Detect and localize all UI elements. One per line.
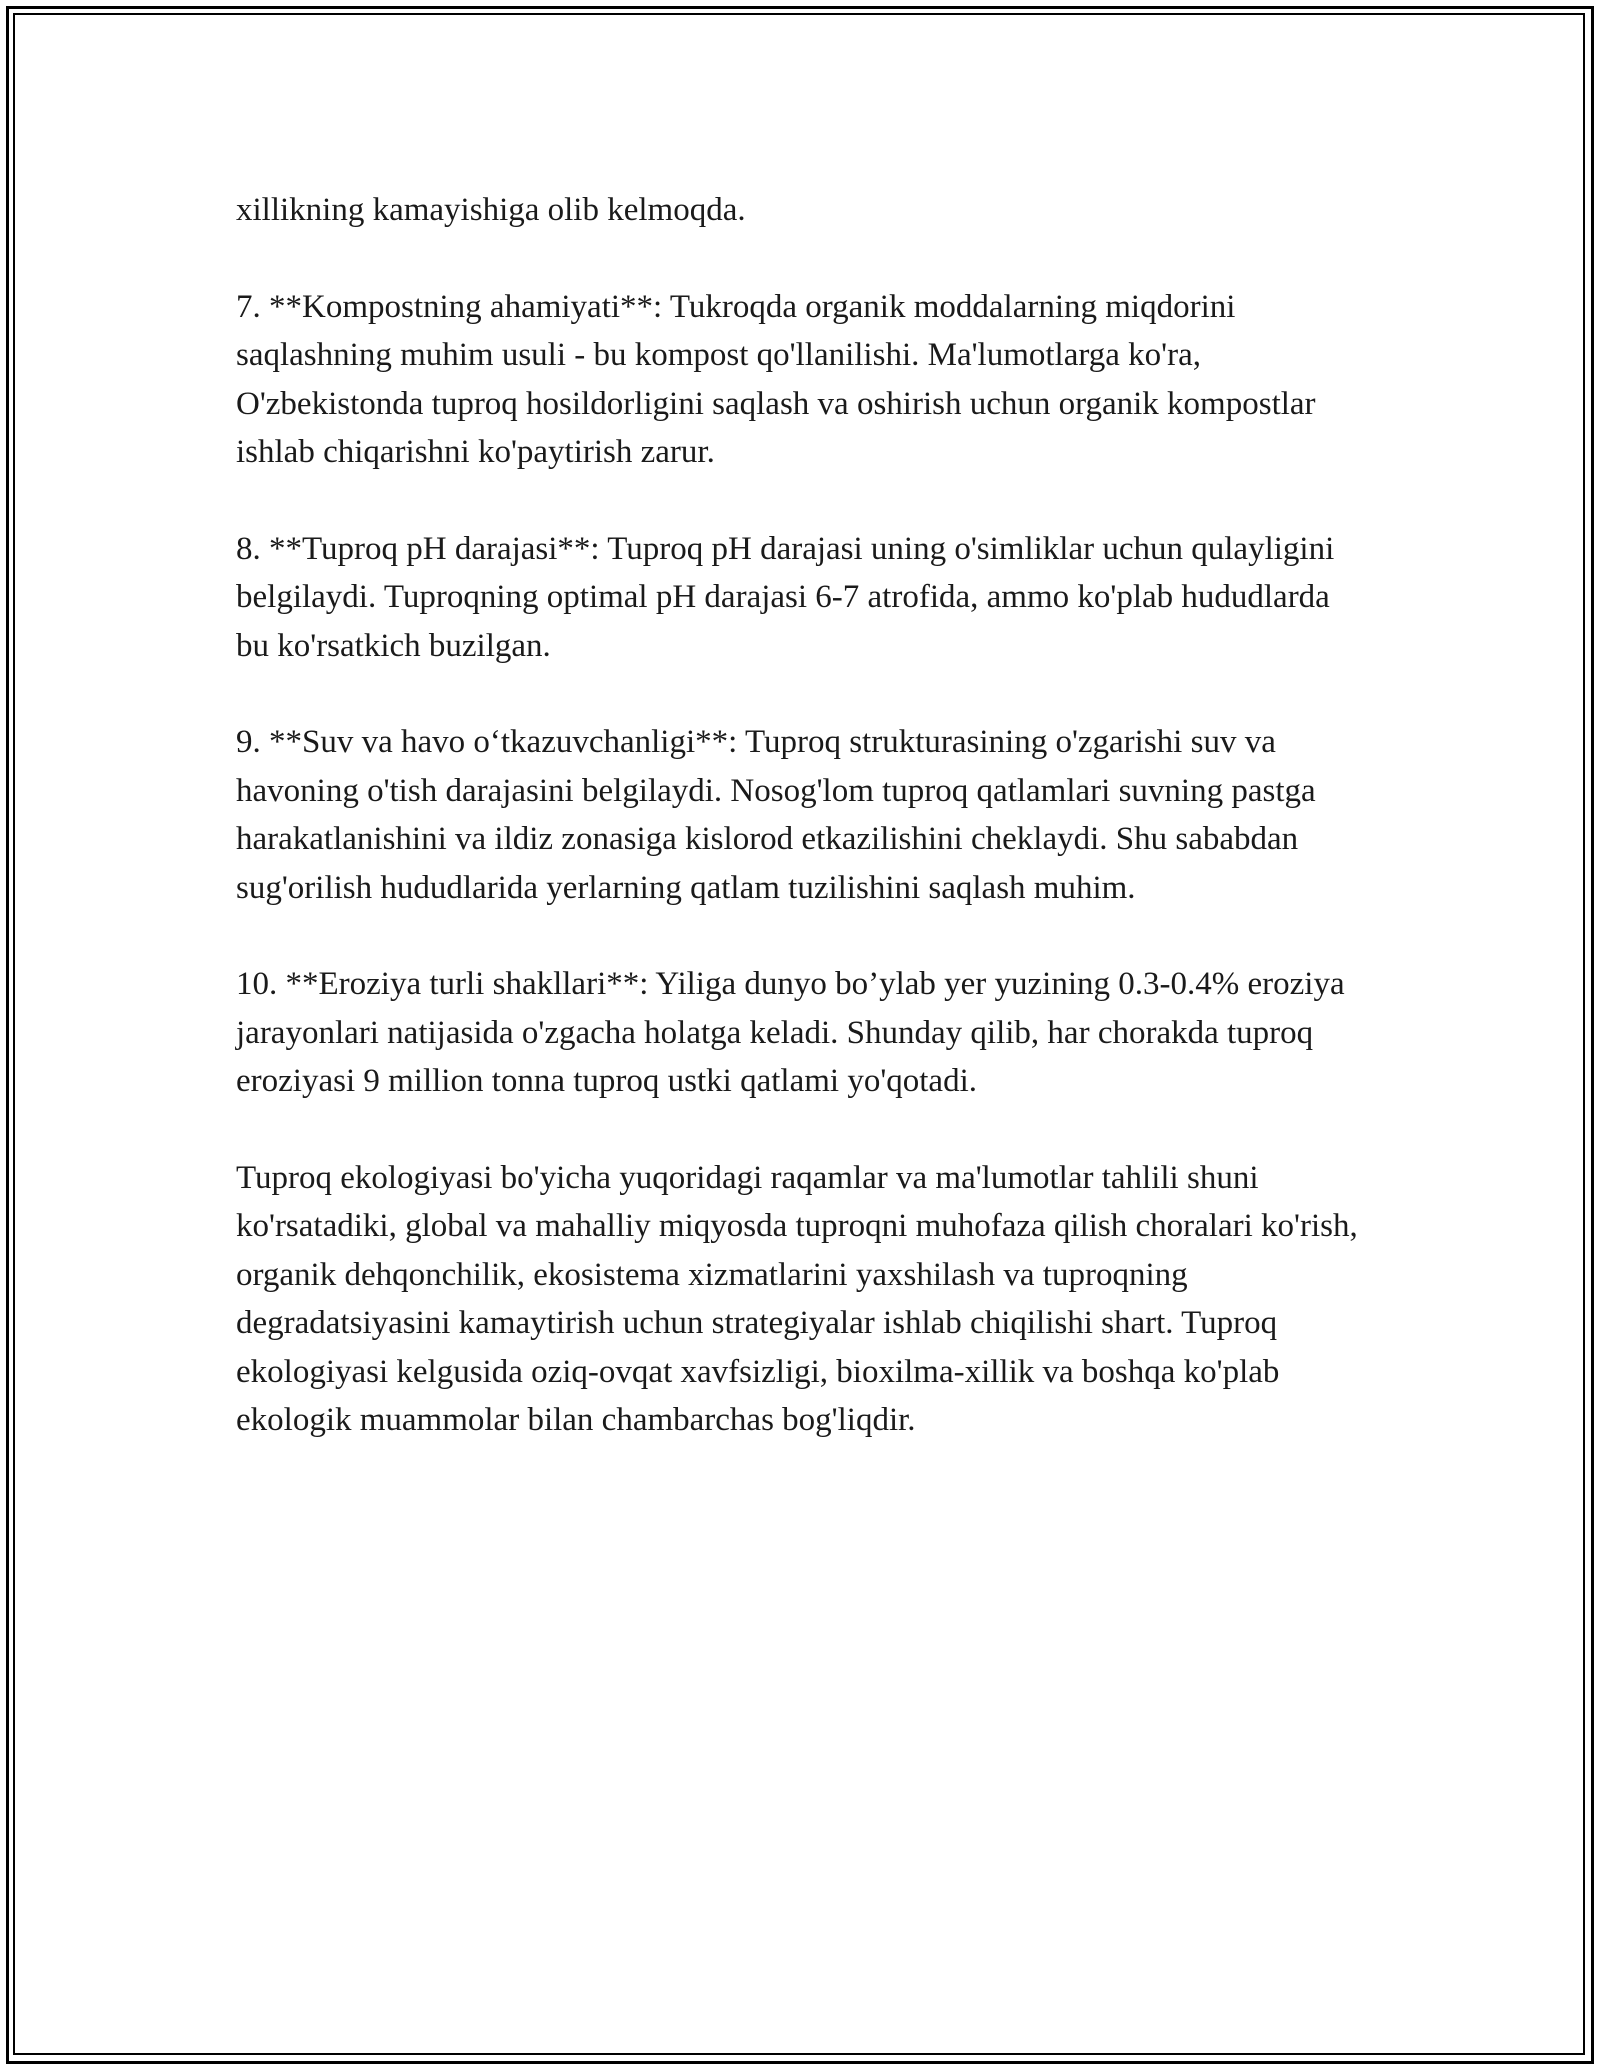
paragraph-continuation: xillikning kamayishiga olib kelmoqda.: [236, 192, 746, 228]
paragraph-compost: 7. **Kompostning ahamiyati**: Tukroqda organik moddalarning miqdorini saqlashning muhim usuli - bu kompost qo'llanilishi. Ma'lumotlarga ko'ra, O'zbekistonda tuproq hosildorligini saqlash va oshirish uchun organik kompostlar ishlab chiqarishni ko'paytirish zarur.: [236, 288, 1316, 471]
paragraph-conclusion: Tuproq ekologiyasi bo'yicha yuqoridagi raqamlar va ma'lumotlar tahlili shuni ko'rsatadiki, global va mahalliy miqyosda tuproqni muhofaza qilish choralari ko'rish, organik dehqonchilik, ekosistema xizmatlarini yaxshilash va tuproqning degradatsiyasini kamaytirish uchun strategiyalar ishlab chiqilishi shart. Tuproq ekologiyasi kelgusida oziq-ovqat xavfsizligi, bioxilma-xillik va boshqa ko'plab ekologik muammolar bilan chambarchas bog'liqdir.: [236, 1160, 1358, 1439]
document-body: [236, 186, 1366, 1493]
paragraph-soil-ph: 8. **Tuproq pH darajasi**: Tuproq pH darajasi uning o'simliklar uchun qulayligini belgilaydi. Tuproqning optimal pH darajasi 6-7 atrofida, ammo ko'plab hududlarda bu ko'rsatkich buzilgan.: [236, 530, 1335, 664]
paragraph-erosion: 10. **Eroziya turli shakllari**: Yiliga dunyo bo’ylab yer yuzining 0.3-0.4% eroziya jarayonlari natijasida o'zgacha holatga keladi. Shunday qilib, har chorakda tuproq eroziyasi 9 million tonna tuproq ustki qatlami yo'qotadi.: [236, 966, 1345, 1100]
paragraph-water-air-permeability: 9. **Suv va havo o‘tkazuvchanligi**: Tuproq strukturasining o'zgarishi suv va havoning o'tish darajasini belgilaydi. Nosog'lom tuproq qatlamlari suvning pastga harakatlanishini va ildiz zonasiga kislorod etkazilishini cheklaydi. Shu sababdan sug'orilish hududlarida yerlarning qatlam tuzilishini saqlash muhim.: [236, 724, 1316, 906]
